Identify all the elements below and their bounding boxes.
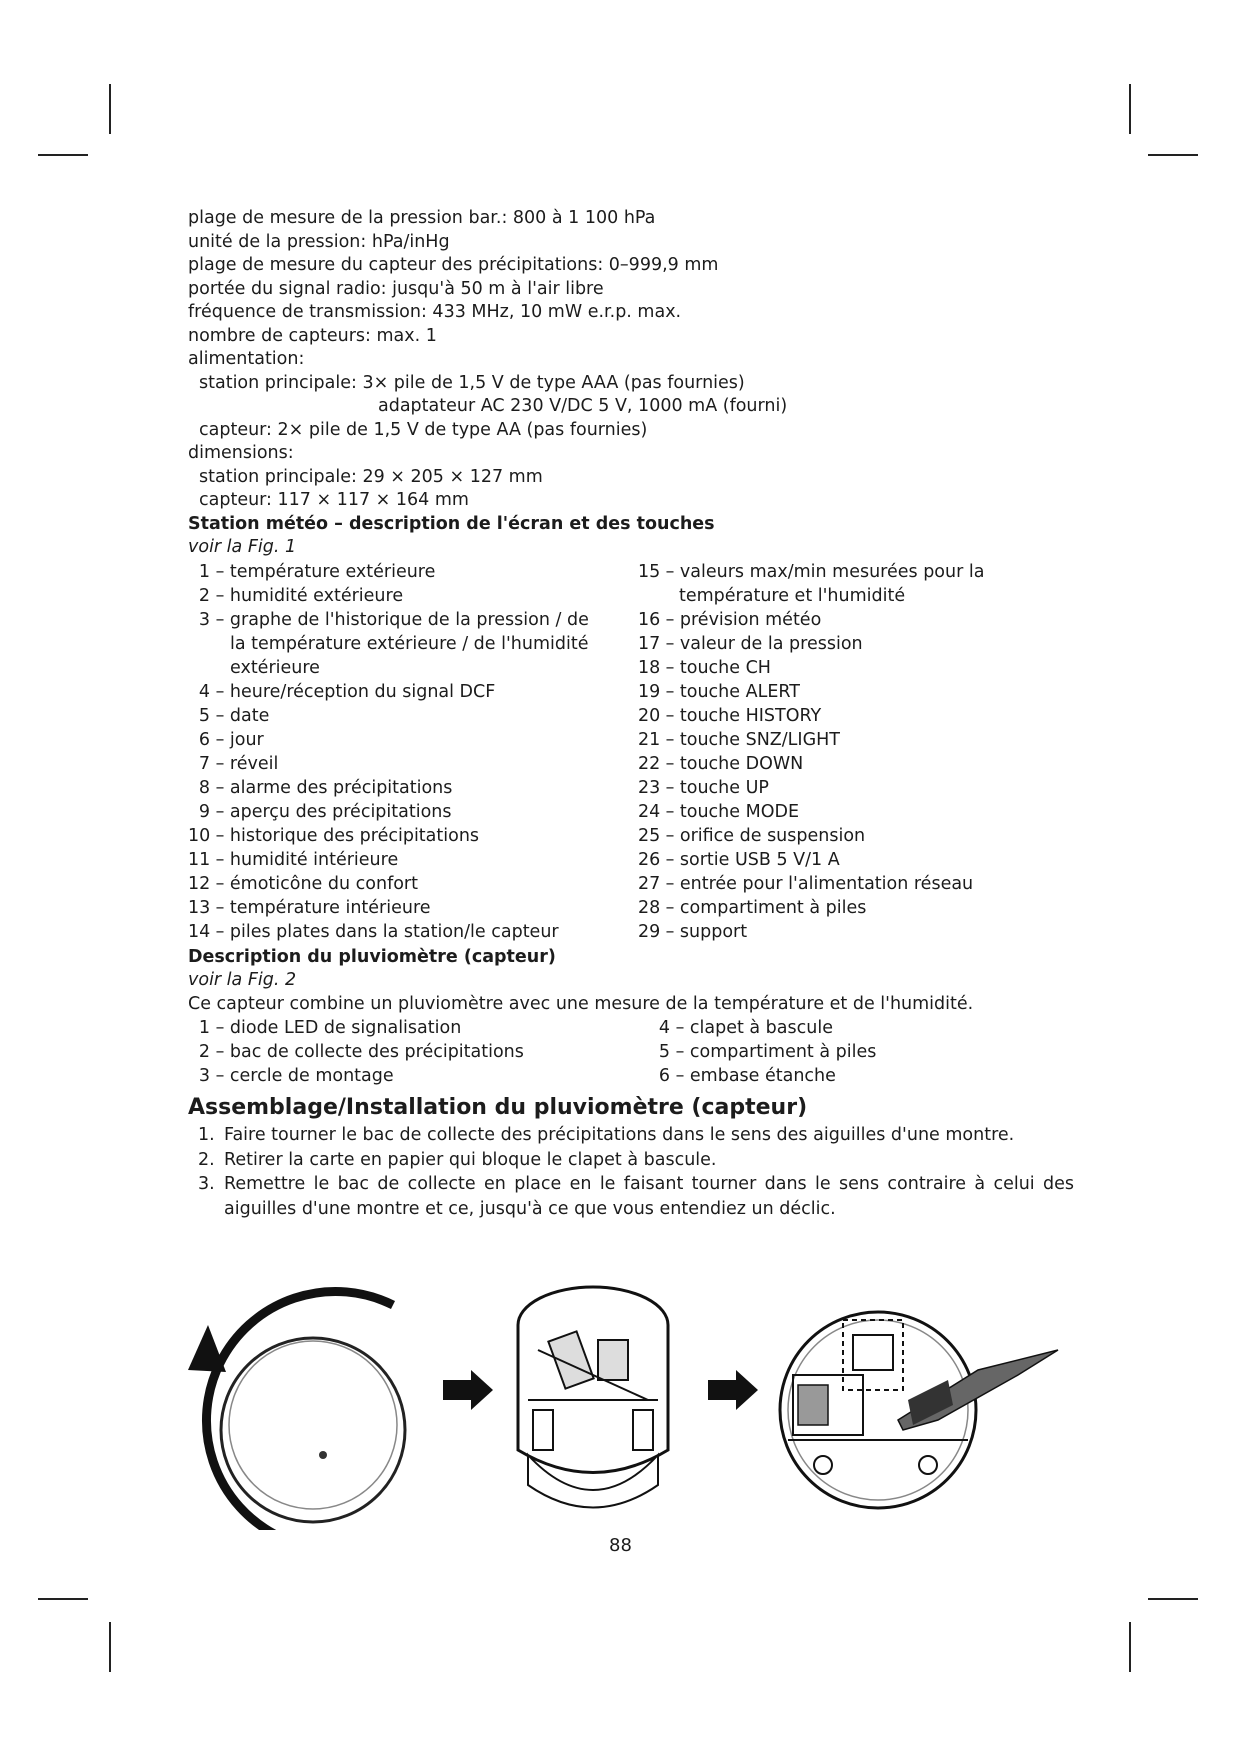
list-item: 13 – température intérieure: [188, 897, 431, 918]
arrow-right-icon: [708, 1370, 758, 1410]
list-item: 6 – embase étanche: [658, 1066, 836, 1086]
spec-line: station principale: 29 × 205 × 127 mm: [199, 466, 543, 487]
list-item: 3 – graphe de l'historique de la pression / de: [198, 609, 589, 630]
list-item: 4 – clapet à bascule: [658, 1018, 833, 1038]
list-item: température et l'humidité: [679, 585, 906, 606]
list-item: 29 – support: [638, 921, 748, 942]
spec-line: capteur: 117 × 117 × 164 mm: [199, 490, 469, 510]
rain-gauge-lid-illustration: [188, 1280, 418, 1530]
sensor-figure-ref: voir la Fig. 2: [188, 970, 297, 990]
sensor-body-illustration: [508, 1280, 678, 1530]
list-item: 1 – diode LED de signalisation: [198, 1018, 462, 1038]
sensor-legend: [188, 1016, 1088, 1089]
list-item: extérieure: [230, 657, 320, 678]
station-figure-ref: voir la Fig. 1: [188, 537, 297, 557]
list-item: 12 – émoticône du confort: [188, 873, 418, 894]
list-item: 16 – prévision météo: [638, 609, 822, 630]
list-item: 10 – historique des précipitations: [188, 825, 480, 846]
spec-line: dimensions:: [188, 443, 294, 463]
station-legend: [188, 560, 1088, 946]
list-item: 1 – température extérieure: [198, 561, 436, 582]
spec-line: plage de mesure du capteur des précipitations: 0–999,9 mm: [188, 255, 719, 275]
list-item: 20 – touche HISTORY: [638, 705, 822, 726]
assembly-steps: [188, 1123, 1088, 1221]
crop-mark: [38, 154, 88, 156]
crop-mark: [109, 84, 111, 134]
sensor-top-view-illustration: [768, 1280, 1068, 1530]
sensor-legend-right: [648, 1016, 876, 1088]
spec-line: portée du signal radio: jusqu'à 50 m à l'air libre: [188, 278, 604, 299]
list-item: 8 – alarme des précipitations: [198, 777, 453, 798]
sensor-legend-left: [188, 1016, 524, 1088]
list-item: 3 – cercle de montage: [198, 1066, 394, 1086]
crop-mark: [1129, 1622, 1131, 1672]
list-item: 5 – date: [198, 705, 270, 726]
page-number: 88: [609, 1535, 632, 1556]
crop-mark: [38, 1598, 88, 1600]
list-item: la température extérieure / de l'humidité: [230, 633, 589, 654]
assembly-heading: Assemblage/Installation du pluviomètre (capteur): [188, 1095, 808, 1120]
spec-line: plage de mesure de la pression bar.: 800 à 1 100 hPa: [188, 208, 656, 228]
station-legend-left: [188, 560, 589, 944]
crop-mark: [1148, 1598, 1198, 1600]
step-item: 3. Remettre le bac de collecte en place en le faisant tourner dans le sens contraire à celui des aiguilles d'une montre et ce, jusqu'à ce que vous entendiez un déclic.: [198, 1174, 1074, 1219]
list-item: 4 – heure/réception du signal DCF: [198, 681, 496, 702]
spec-line: station principale: 3× pile de 1,5 V de type AAA (pas fournies): [199, 372, 745, 393]
list-item: 6 – jour: [198, 729, 264, 750]
assembly-illustrations: [188, 1280, 1068, 1540]
crop-mark: [1129, 84, 1131, 134]
spec-line: nombre de capteurs: max. 1: [188, 325, 437, 346]
list-item: 18 – touche CH: [638, 657, 771, 678]
list-item: 17 – valeur de la pression: [638, 633, 863, 654]
arrow-right-icon: [443, 1370, 493, 1410]
spec-list: [188, 207, 1088, 513]
list-item: 25 – orifice de suspension: [638, 825, 866, 846]
list-item: 5 – compartiment à piles: [658, 1042, 877, 1062]
list-item: 24 – touche MODE: [638, 801, 799, 822]
list-item: 23 – touche UP: [638, 777, 769, 798]
spec-line: adaptateur AC 230 V/DC 5 V, 1000 mA (fourni): [378, 396, 788, 416]
spec-line: alimentation:: [188, 349, 305, 369]
list-item: 7 – réveil: [198, 753, 279, 774]
list-item: 2 – humidité extérieure: [198, 585, 404, 606]
page-content: [188, 207, 1088, 1221]
crop-mark: [109, 1622, 111, 1672]
spec-line: capteur: 2× pile de 1,5 V de type AA (pas fournies): [199, 419, 648, 440]
list-item: 19 – touche ALERT: [638, 681, 800, 702]
station-legend-right: [638, 560, 984, 944]
sensor-heading: Description du pluviomètre (capteur): [188, 946, 556, 967]
list-item: 14 – piles plates dans la station/le capteur: [188, 921, 559, 942]
list-item: 15 – valeurs max/min mesurées pour la: [638, 561, 985, 582]
station-heading: Station météo – description de l'écran et des touches: [188, 513, 715, 534]
list-item: 9 – aperçu des précipitations: [198, 801, 452, 822]
step-item: 1. Faire tourner le bac de collecte des précipitations dans le sens des aiguilles d'une montre.: [198, 1125, 1015, 1145]
list-item: 28 – compartiment à piles: [638, 897, 867, 918]
spec-line: unité de la pression: hPa/inHg: [188, 231, 450, 252]
list-item: 11 – humidité intérieure: [188, 849, 399, 870]
step-item: 2. Retirer la carte en papier qui bloque le clapet à bascule.: [198, 1149, 717, 1170]
spec-line: fréquence de transmission: 433 MHz, 10 mW e.r.p. max.: [188, 302, 682, 322]
list-item: 27 – entrée pour l'alimentation réseau: [638, 873, 974, 894]
sensor-intro: Ce capteur combine un pluviomètre avec une mesure de la température et de l'humidité.: [188, 993, 974, 1014]
list-item: 26 – sortie USB 5 V/1 A: [638, 849, 840, 870]
crop-mark: [1148, 154, 1198, 156]
list-item: 2 – bac de collecte des précipitations: [198, 1042, 524, 1062]
list-item: 22 – touche DOWN: [638, 753, 804, 774]
list-item: 21 – touche SNZ/LIGHT: [638, 729, 840, 750]
